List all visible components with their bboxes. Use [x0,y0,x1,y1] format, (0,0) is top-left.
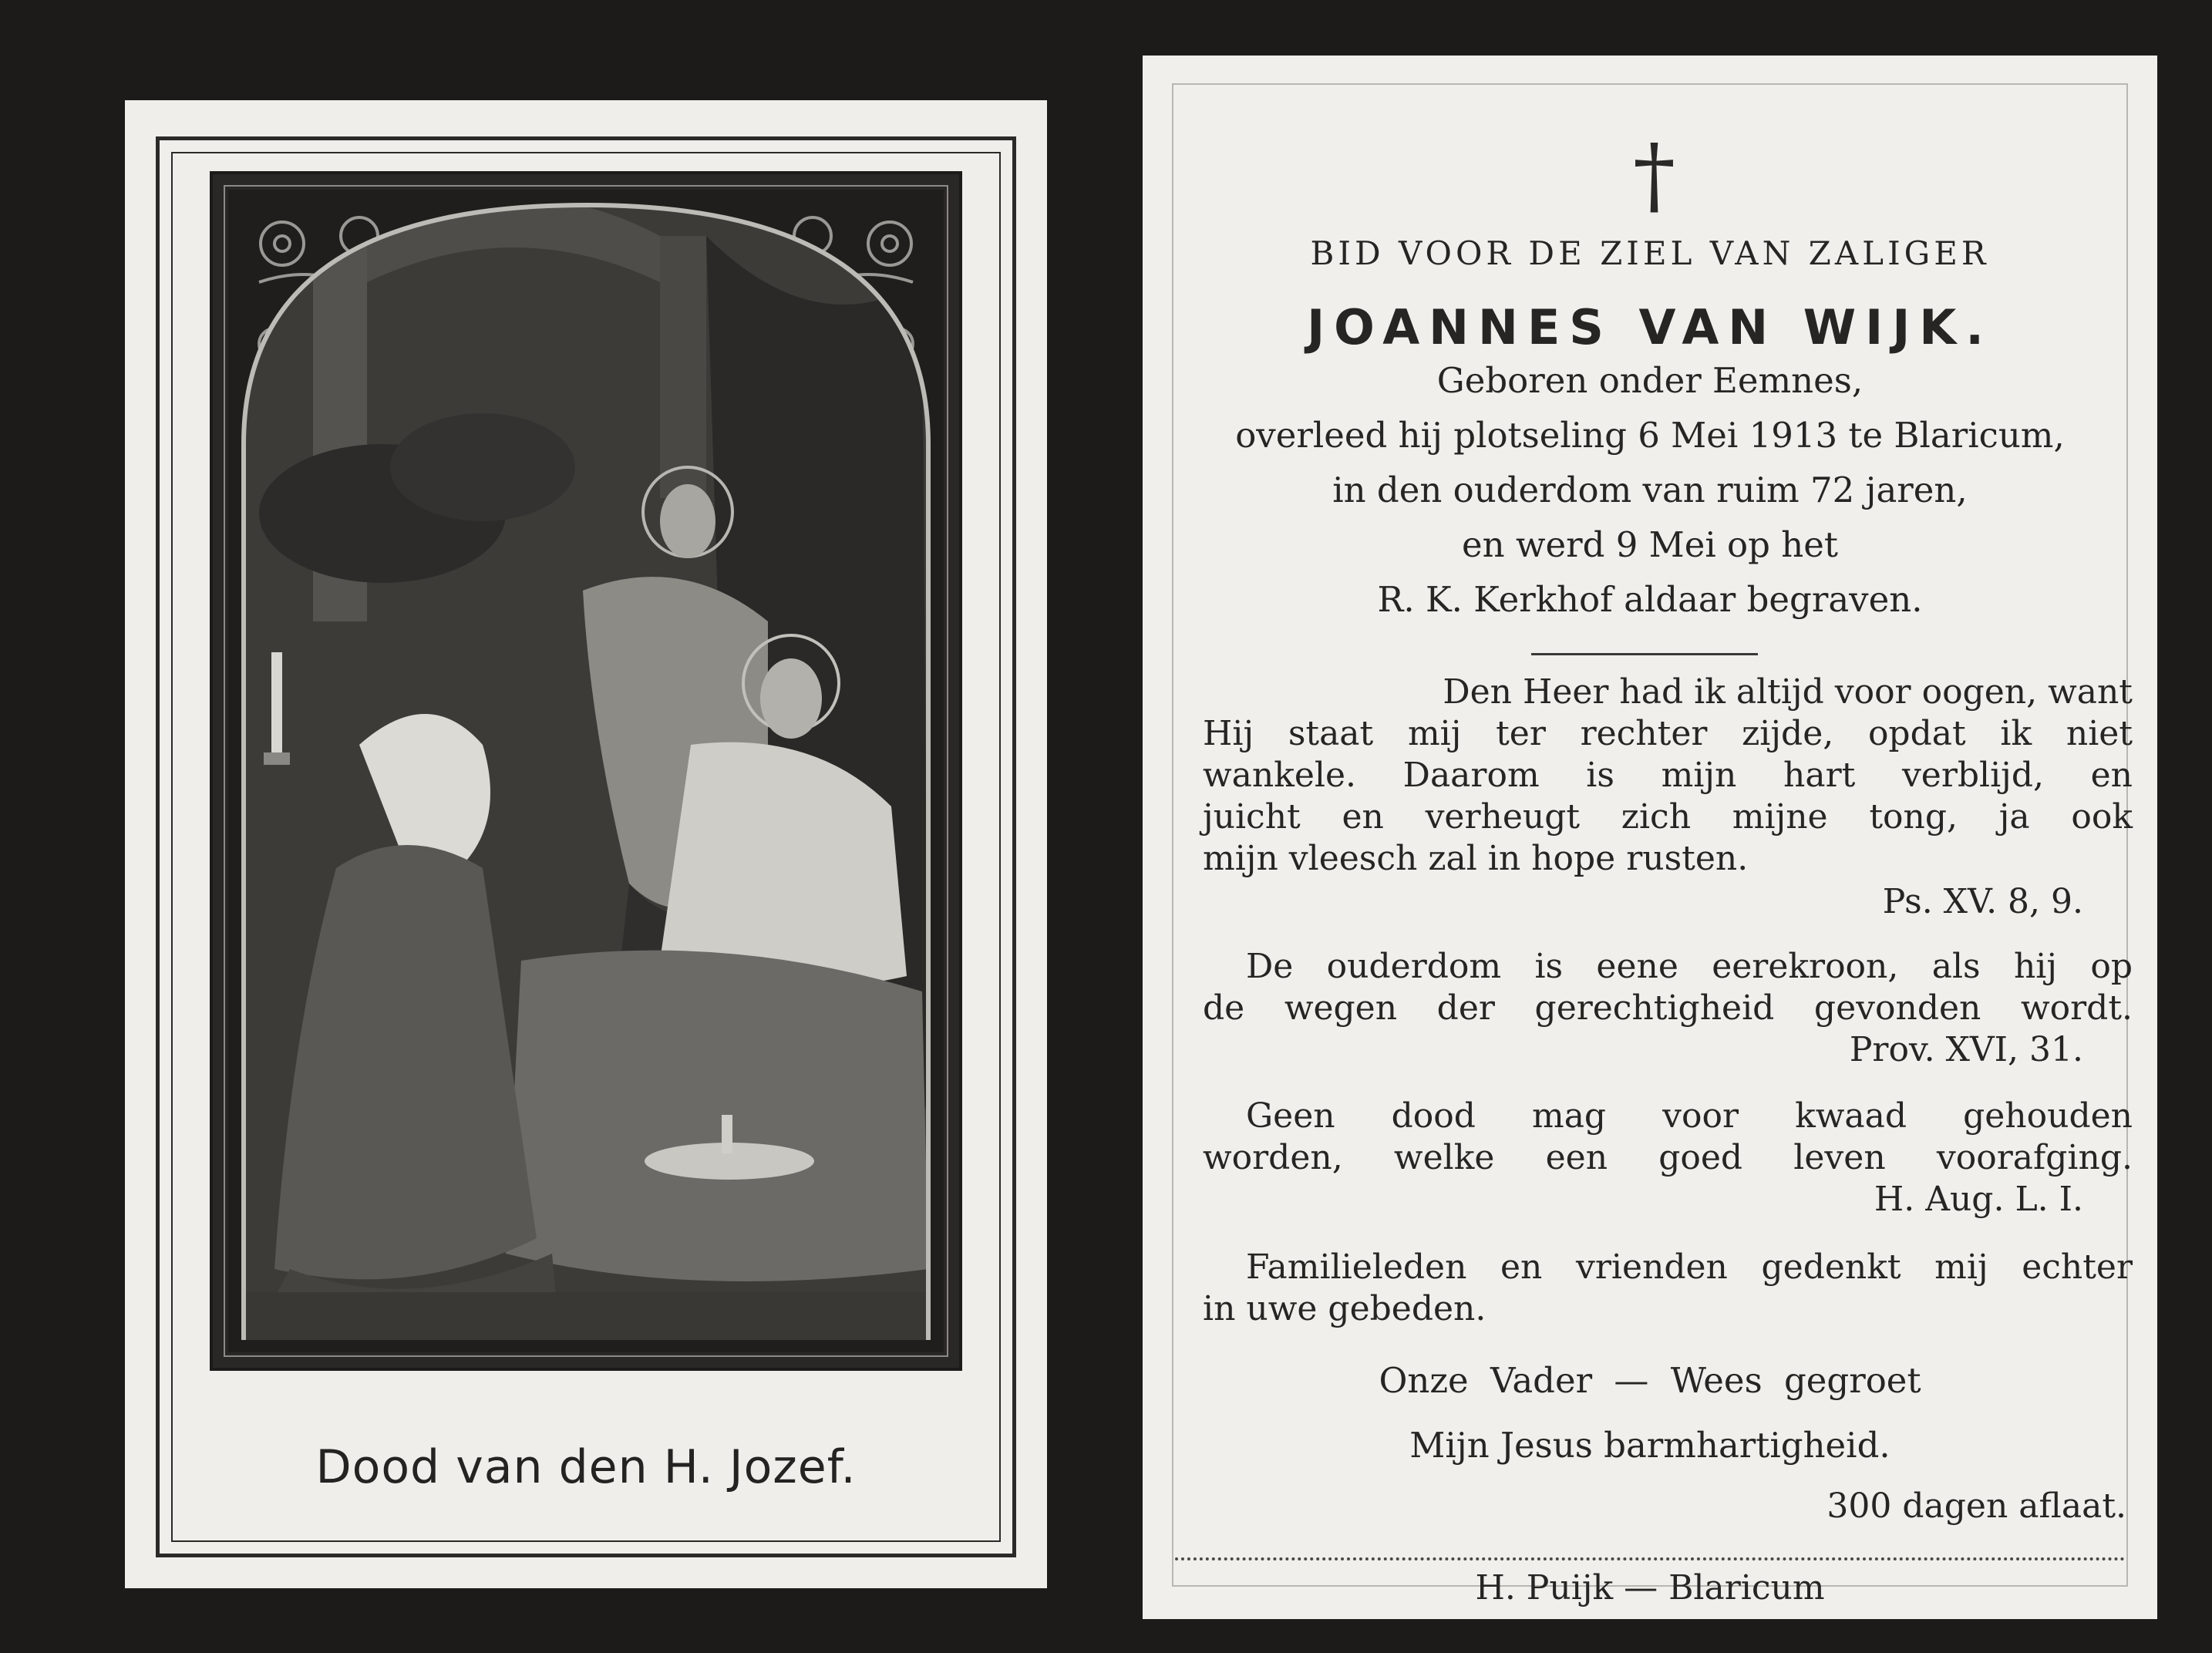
cross-icon: † [1633,126,1675,224]
scripture-reference: Prov. XVI, 31. [1849,1030,2083,1069]
verse-line: in uwe gebeden. [1203,1289,1486,1328]
picture-frame [210,171,962,1371]
verse-line: wankele. Daarom is mijn hart verblijd, en [1203,756,2133,795]
memorial-text-side [1143,56,2157,1619]
picture-caption: Dood van den H. Jozef. [315,1440,857,1494]
verse-line: Geen dood mag voor kwaad gehouden [1246,1096,2133,1136]
divider-rule [1531,653,1758,655]
dotted-separator [1175,1557,2125,1560]
verse-line: Den Heer had ik altijd voor oogen, want [1443,672,2133,712]
verse-line: worden, welke een goed leven voorafging. [1203,1138,2133,1177]
deceased-name: JOANNES VAN WIJK. [1307,299,1993,355]
info-line: R. K. Kerkhof aldaar begraven. [1377,579,1923,620]
prayer-line: Onze Vader — Wees gegroet [1379,1360,1921,1401]
info-line: Geboren onder Eemnes, [1436,360,1864,401]
info-line: en werd 9 Mei op het [1462,524,1838,565]
verse-line: mijn vleesch zal in hope rusten. [1203,839,1749,878]
info-line: overleed hij plotseling 6 Mei 1913 te Blaricum, [1235,415,2065,456]
scripture-reference: H. Aug. L. I. [1874,1180,2083,1219]
info-line: in den ouderdom van ruim 72 jaren, [1332,470,1968,510]
scripture-reference: Ps. XV. 8, 9. [1882,882,2083,921]
verse-line: de wegen der gerechtigheid gevonden wordt. [1203,988,2133,1028]
holy-card-picture-side [125,100,1047,1588]
printer-credit: H. Puijk — Blaricum [1475,1568,1825,1608]
verse-line: Hij staat mij ter rechter zijde, opdat ik niet [1203,714,2133,753]
verse-line: De ouderdom is eene eerekroon, als hij op [1246,947,2133,986]
prayer-request-header: BID VOOR DE ZIEL VAN ZALIGER [1310,234,1990,272]
death-of-saint-joseph-illustration [228,190,944,1352]
verse-line: Familieleden en vrienden gedenkt mij echter [1246,1247,2133,1287]
indulgence-note: 300 dagen aflaat. [1826,1486,2126,1526]
prayer-line: Mijn Jesus barmhartigheid. [1409,1425,1890,1466]
verse-line: juicht en verheugt zich mijne tong, ja ook [1203,797,2133,837]
